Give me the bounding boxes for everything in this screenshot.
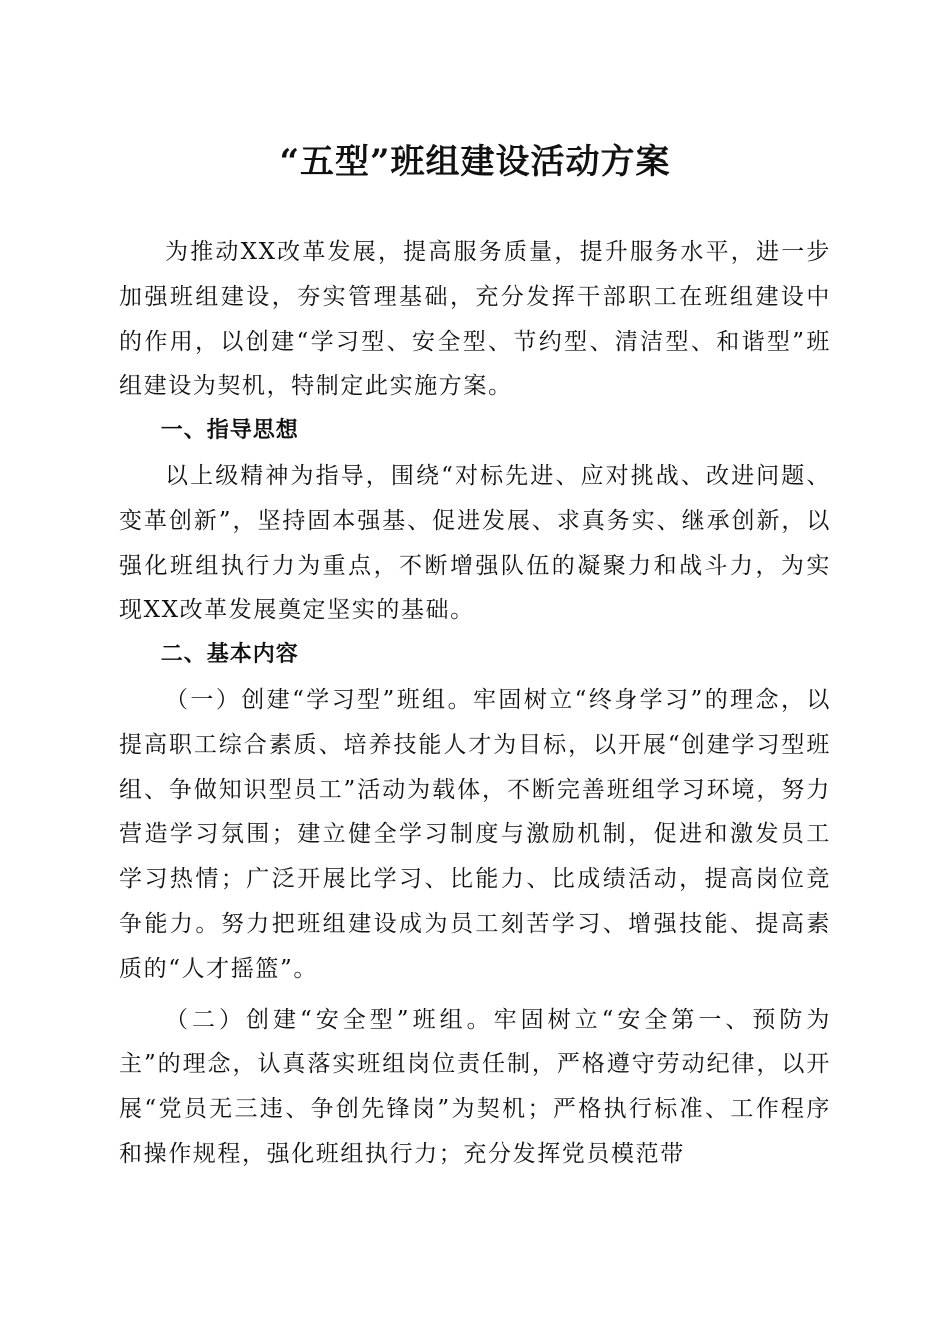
section-heading-guiding-ideology: 一、指导思想 — [160, 418, 299, 444]
guiding-ideology-paragraph: 以上级精神为指导，围绕“对标先进、应对挑战、改进问题、变革创新”，坚持固本强基、促进发展、求真务实、继承创新，以强化班组执行力为重点，不断增强队伍的凝聚力和战斗力，为实现XX改革发展奠定坚实的基础。 — [119, 462, 831, 624]
intro-paragraph: 为推动XX改革发展，提高服务质量，提升服务水平，进一步加强班组建设，夯实管理基础，充分发挥干部职工在班组建设中的作用，以创建“学习型、安全型、节约型、清洁型、和谐型”班组建设为契机，特制定此实施方案。 — [119, 239, 831, 400]
document-title: “五型”班组建设活动方案 — [279, 142, 671, 182]
document-body — [119, 230, 831, 1177]
learning-team-paragraph: （一）创建“学习型”班组。牢固树立“终身学习”的理念，以提高职工综合素质、培养技能人才为目标，以开展“创建学习型班组、争做知识型员工”活动为载体，不断完善班组学习环境，努力营造学习氛围；建立健全学习制度与激励机制，促进和激发员工学习热情；广泛开展比学习、比能力、比成绩活动，提高岗位竞争能力。努力把班组建设成为员工刻苦学习、增强技能、提高素质的“人才摇篮”。 — [119, 686, 831, 982]
section-heading-basic-content: 二、基本内容 — [160, 642, 299, 668]
safety-team-paragraph: （二）创建“安全型”班组。牢固树立“安全第一、预防为主”的理念，认真落实班组岗位责任制，严格遵守劳动纪律，以开展“党员无三违、争创先锋岗”为契机；严格执行标准、工作程序和操作规程，强化班组执行力；充分发挥党员模范带 — [119, 1006, 831, 1167]
